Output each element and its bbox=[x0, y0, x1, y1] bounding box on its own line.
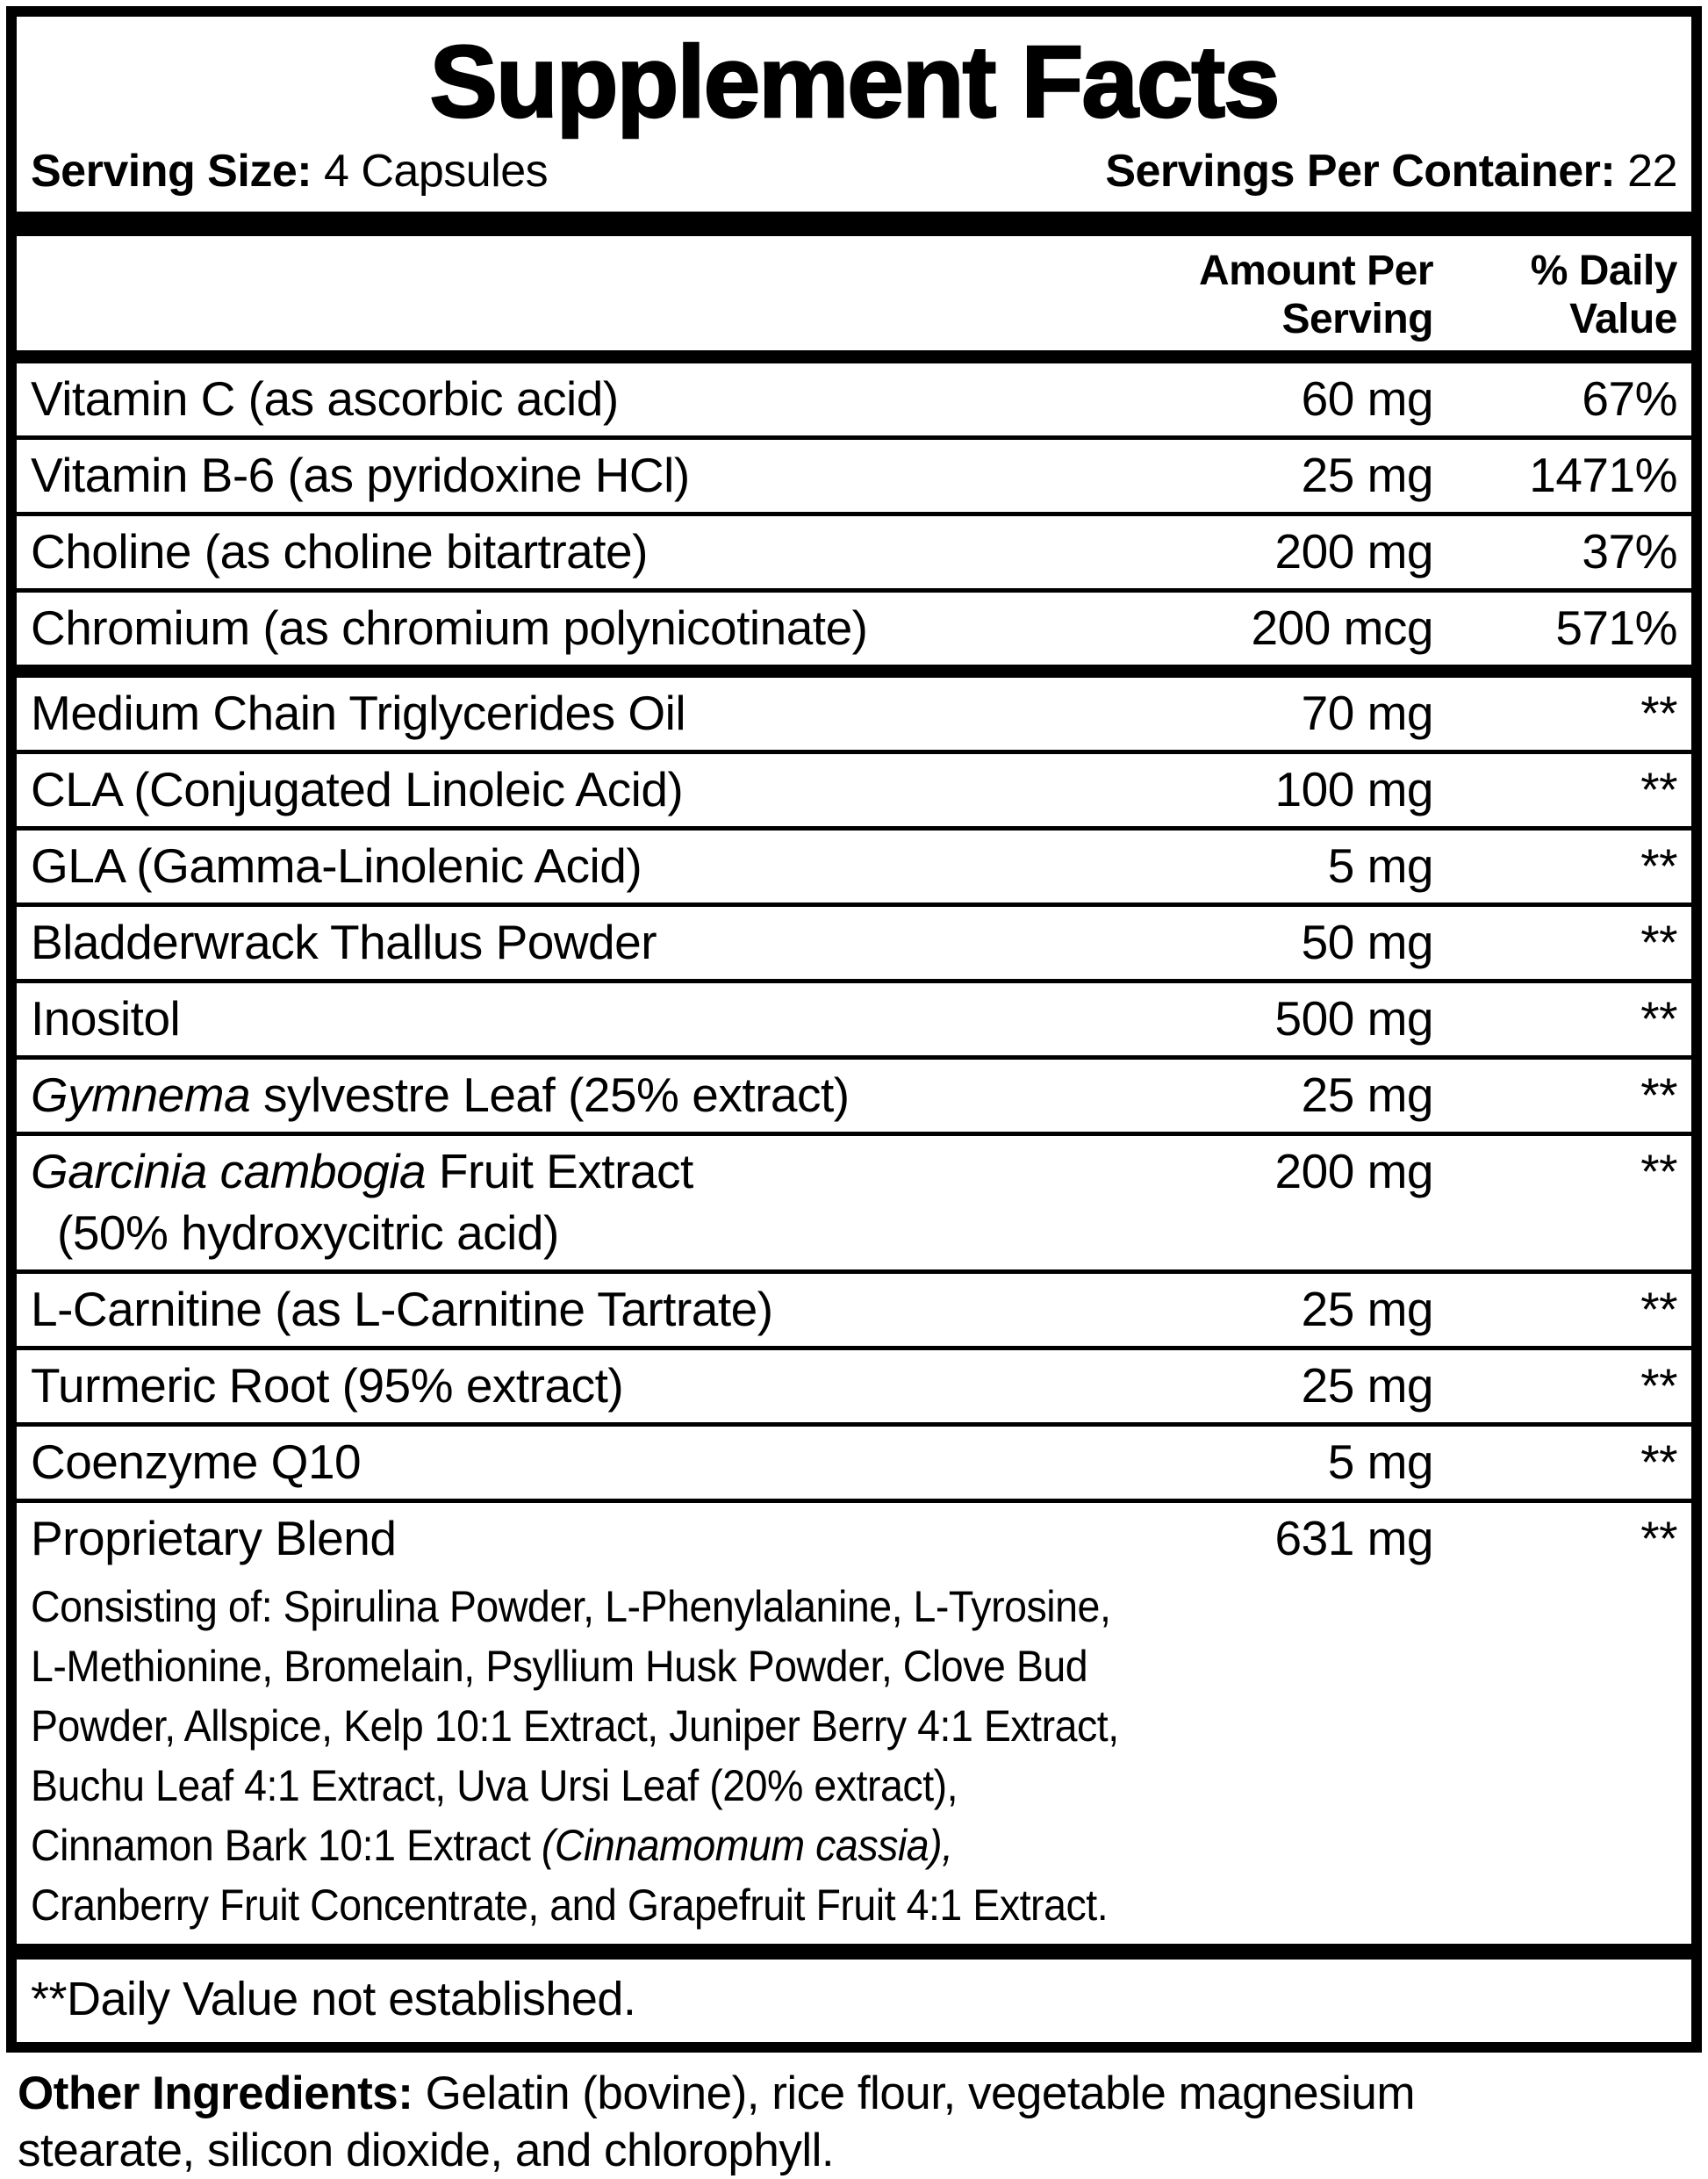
table-row bbox=[17, 903, 1691, 979]
table-row bbox=[17, 1346, 1691, 1422]
table-row bbox=[17, 1269, 1691, 1346]
ingredient-name: CLA (Conjugated Linoleic Acid) bbox=[31, 762, 684, 816]
table-row bbox=[17, 1055, 1691, 1132]
ingredient-daily-value: ** bbox=[1640, 1435, 1677, 1489]
ingredient-name: Medium Chain Triglycerides Oil bbox=[31, 686, 686, 740]
header-spacer bbox=[31, 247, 1117, 343]
ingredient-daily-value: 37% bbox=[1582, 524, 1677, 579]
divider-thick-bar bbox=[17, 212, 1691, 236]
ingredient-amount: 25 mg bbox=[1301, 1358, 1433, 1413]
ingredient-name bbox=[31, 1145, 1117, 1259]
vitamins-section bbox=[17, 363, 1691, 665]
ingredient-amount: 70 mg bbox=[1301, 686, 1433, 740]
serving-size-label: Serving Size: bbox=[31, 146, 312, 197]
botanicals-section bbox=[17, 678, 1691, 1575]
ingredient-daily-value: 1471% bbox=[1529, 448, 1677, 502]
blend-line bbox=[31, 1816, 1562, 1875]
table-row bbox=[17, 750, 1691, 826]
ingredient-name-rest: Fruit Extract bbox=[426, 1144, 693, 1198]
ingredient-name: Turmeric Root (95% extract) bbox=[31, 1358, 624, 1413]
table-row bbox=[17, 979, 1691, 1055]
blend-line-regular: Cinnamon Bark 10:1 Extract bbox=[31, 1821, 542, 1870]
ingredient-amount: 25 mg bbox=[1301, 1282, 1433, 1336]
ingredient-name-line2: (50% hydroxycitric acid) bbox=[57, 1205, 559, 1260]
blend-line: Buchu Leaf 4:1 Extract, Uva Ursi Leaf (20% extract), bbox=[31, 1761, 958, 1810]
ingredient-amount: 200 mg bbox=[1274, 1144, 1433, 1198]
panel-title: Supplement Facts bbox=[429, 25, 1279, 139]
blend-line-italic: (Cinnamomum cassia), bbox=[541, 1821, 953, 1870]
header-amount-per-serving bbox=[1117, 247, 1433, 343]
blend-line: Consisting of: Spirulina Powder, L-Phenylalanine, L-Tyrosine, bbox=[31, 1582, 1111, 1631]
ingredient-amount: 100 mg bbox=[1274, 762, 1433, 816]
ingredient-daily-value: 571% bbox=[1555, 600, 1677, 655]
ingredient-daily-value: ** bbox=[1640, 838, 1677, 893]
ingredient-amount: 50 mg bbox=[1301, 915, 1433, 969]
ingredient-daily-value: ** bbox=[1640, 915, 1677, 969]
ingredient-daily-value: ** bbox=[1640, 991, 1677, 1046]
servings-per-container-label: Servings Per Container: bbox=[1105, 146, 1616, 197]
blend-line: Powder, Allspice, Kelp 10:1 Extract, Juniper Berry 4:1 Extract, bbox=[31, 1701, 1119, 1751]
table-row bbox=[17, 826, 1691, 903]
ingredient-name: Bladderwrack Thallus Powder bbox=[31, 915, 657, 969]
supplement-facts-panel bbox=[6, 6, 1702, 2053]
servings-per-container bbox=[1105, 145, 1677, 198]
ingredient-name: Proprietary Blend bbox=[31, 1511, 397, 1565]
ingredient-daily-value: ** bbox=[1640, 1282, 1677, 1336]
ingredient-name-italic: Gymnema bbox=[31, 1068, 251, 1122]
table-row bbox=[17, 363, 1691, 435]
ingredient-amount: 200 mg bbox=[1274, 524, 1433, 579]
divider-mid-bar bbox=[17, 350, 1691, 363]
header-dv-line1: % Daily bbox=[1530, 248, 1677, 294]
table-row bbox=[17, 1132, 1691, 1269]
ingredient-daily-value: 67% bbox=[1582, 371, 1677, 426]
other-ingredients-line2: stearate, silicon dioxide, and chlorophyll. bbox=[18, 2125, 835, 2176]
ingredient-name: L-Carnitine (as L-Carnitine Tartrate) bbox=[31, 1282, 773, 1336]
divider-footnote-bar bbox=[17, 1944, 1691, 1960]
header-dv-line2: Value bbox=[1569, 296, 1677, 342]
table-row-proprietary-blend bbox=[17, 1499, 1691, 1575]
ingredient-name-italic: Garcinia cambogia bbox=[31, 1144, 427, 1198]
ingredient-amount: 25 mg bbox=[1301, 448, 1433, 502]
other-ingredients-label: Other Ingredients: bbox=[18, 2068, 413, 2119]
other-ingredients-text: Gelatin (bovine), rice flour, vegetable magnesium bbox=[413, 2068, 1415, 2119]
blend-line: Cranberry Fruit Concentrate, and Grapefruit Fruit 4:1 Extract. bbox=[31, 1881, 1109, 1930]
ingredient-daily-value: ** bbox=[1640, 1068, 1677, 1122]
ingredient-amount: 5 mg bbox=[1327, 1435, 1433, 1489]
ingredient-name-rest: sylvestre Leaf (25% extract) bbox=[250, 1068, 850, 1122]
ingredient-name: Chromium (as chromium polynicotinate) bbox=[31, 600, 868, 655]
ingredient-daily-value: ** bbox=[1640, 1358, 1677, 1413]
table-row bbox=[17, 678, 1691, 750]
ingredient-name: Vitamin C (as ascorbic acid) bbox=[31, 371, 619, 426]
table-row bbox=[17, 1422, 1691, 1499]
ingredient-name: GLA (Gamma-Linolenic Acid) bbox=[31, 838, 642, 893]
header-amount-line2: Serving bbox=[1281, 296, 1433, 342]
blend-line: L-Methionine, Bromelain, Psyllium Husk Powder, Clove Bud bbox=[31, 1642, 1088, 1691]
divider-mid-bar bbox=[17, 665, 1691, 678]
serving-size-value: 4 Capsules bbox=[312, 146, 549, 197]
proprietary-blend-description bbox=[17, 1575, 1691, 1944]
serving-info-row bbox=[17, 145, 1691, 198]
ingredient-amount: 200 mcg bbox=[1251, 600, 1433, 655]
ingredient-amount: 500 mg bbox=[1274, 991, 1433, 1046]
table-row bbox=[17, 435, 1691, 512]
daily-value-footnote: **Daily Value not established. bbox=[31, 1973, 636, 2025]
ingredient-name: Coenzyme Q10 bbox=[31, 1435, 362, 1489]
ingredient-name bbox=[31, 1068, 1117, 1121]
supplement-label-page bbox=[0, 6, 1708, 2176]
ingredient-amount: 631 mg bbox=[1274, 1511, 1433, 1565]
ingredient-amount: 60 mg bbox=[1301, 371, 1433, 426]
header-amount-line1: Amount Per bbox=[1198, 248, 1433, 294]
ingredient-daily-value: ** bbox=[1640, 1144, 1677, 1198]
serving-size bbox=[31, 145, 548, 198]
ingredient-daily-value: ** bbox=[1640, 1511, 1677, 1565]
table-row bbox=[17, 512, 1691, 588]
ingredient-amount: 25 mg bbox=[1301, 1068, 1433, 1122]
other-ingredients-line1 bbox=[18, 2065, 1690, 2122]
ingredient-name-line1 bbox=[31, 1145, 1117, 1197]
ingredient-name: Vitamin B-6 (as pyridoxine HCl) bbox=[31, 448, 690, 502]
table-row bbox=[17, 588, 1691, 665]
servings-per-container-value: 22 bbox=[1615, 146, 1677, 197]
other-ingredients bbox=[0, 2053, 1708, 2179]
ingredient-name: Inositol bbox=[31, 991, 181, 1046]
header-percent-daily-value bbox=[1433, 247, 1677, 343]
ingredient-name: Choline (as choline bitartrate) bbox=[31, 524, 648, 579]
ingredient-daily-value: ** bbox=[1640, 762, 1677, 816]
ingredient-amount: 5 mg bbox=[1327, 838, 1433, 893]
ingredient-daily-value: ** bbox=[1640, 686, 1677, 740]
column-header-row bbox=[17, 236, 1691, 350]
